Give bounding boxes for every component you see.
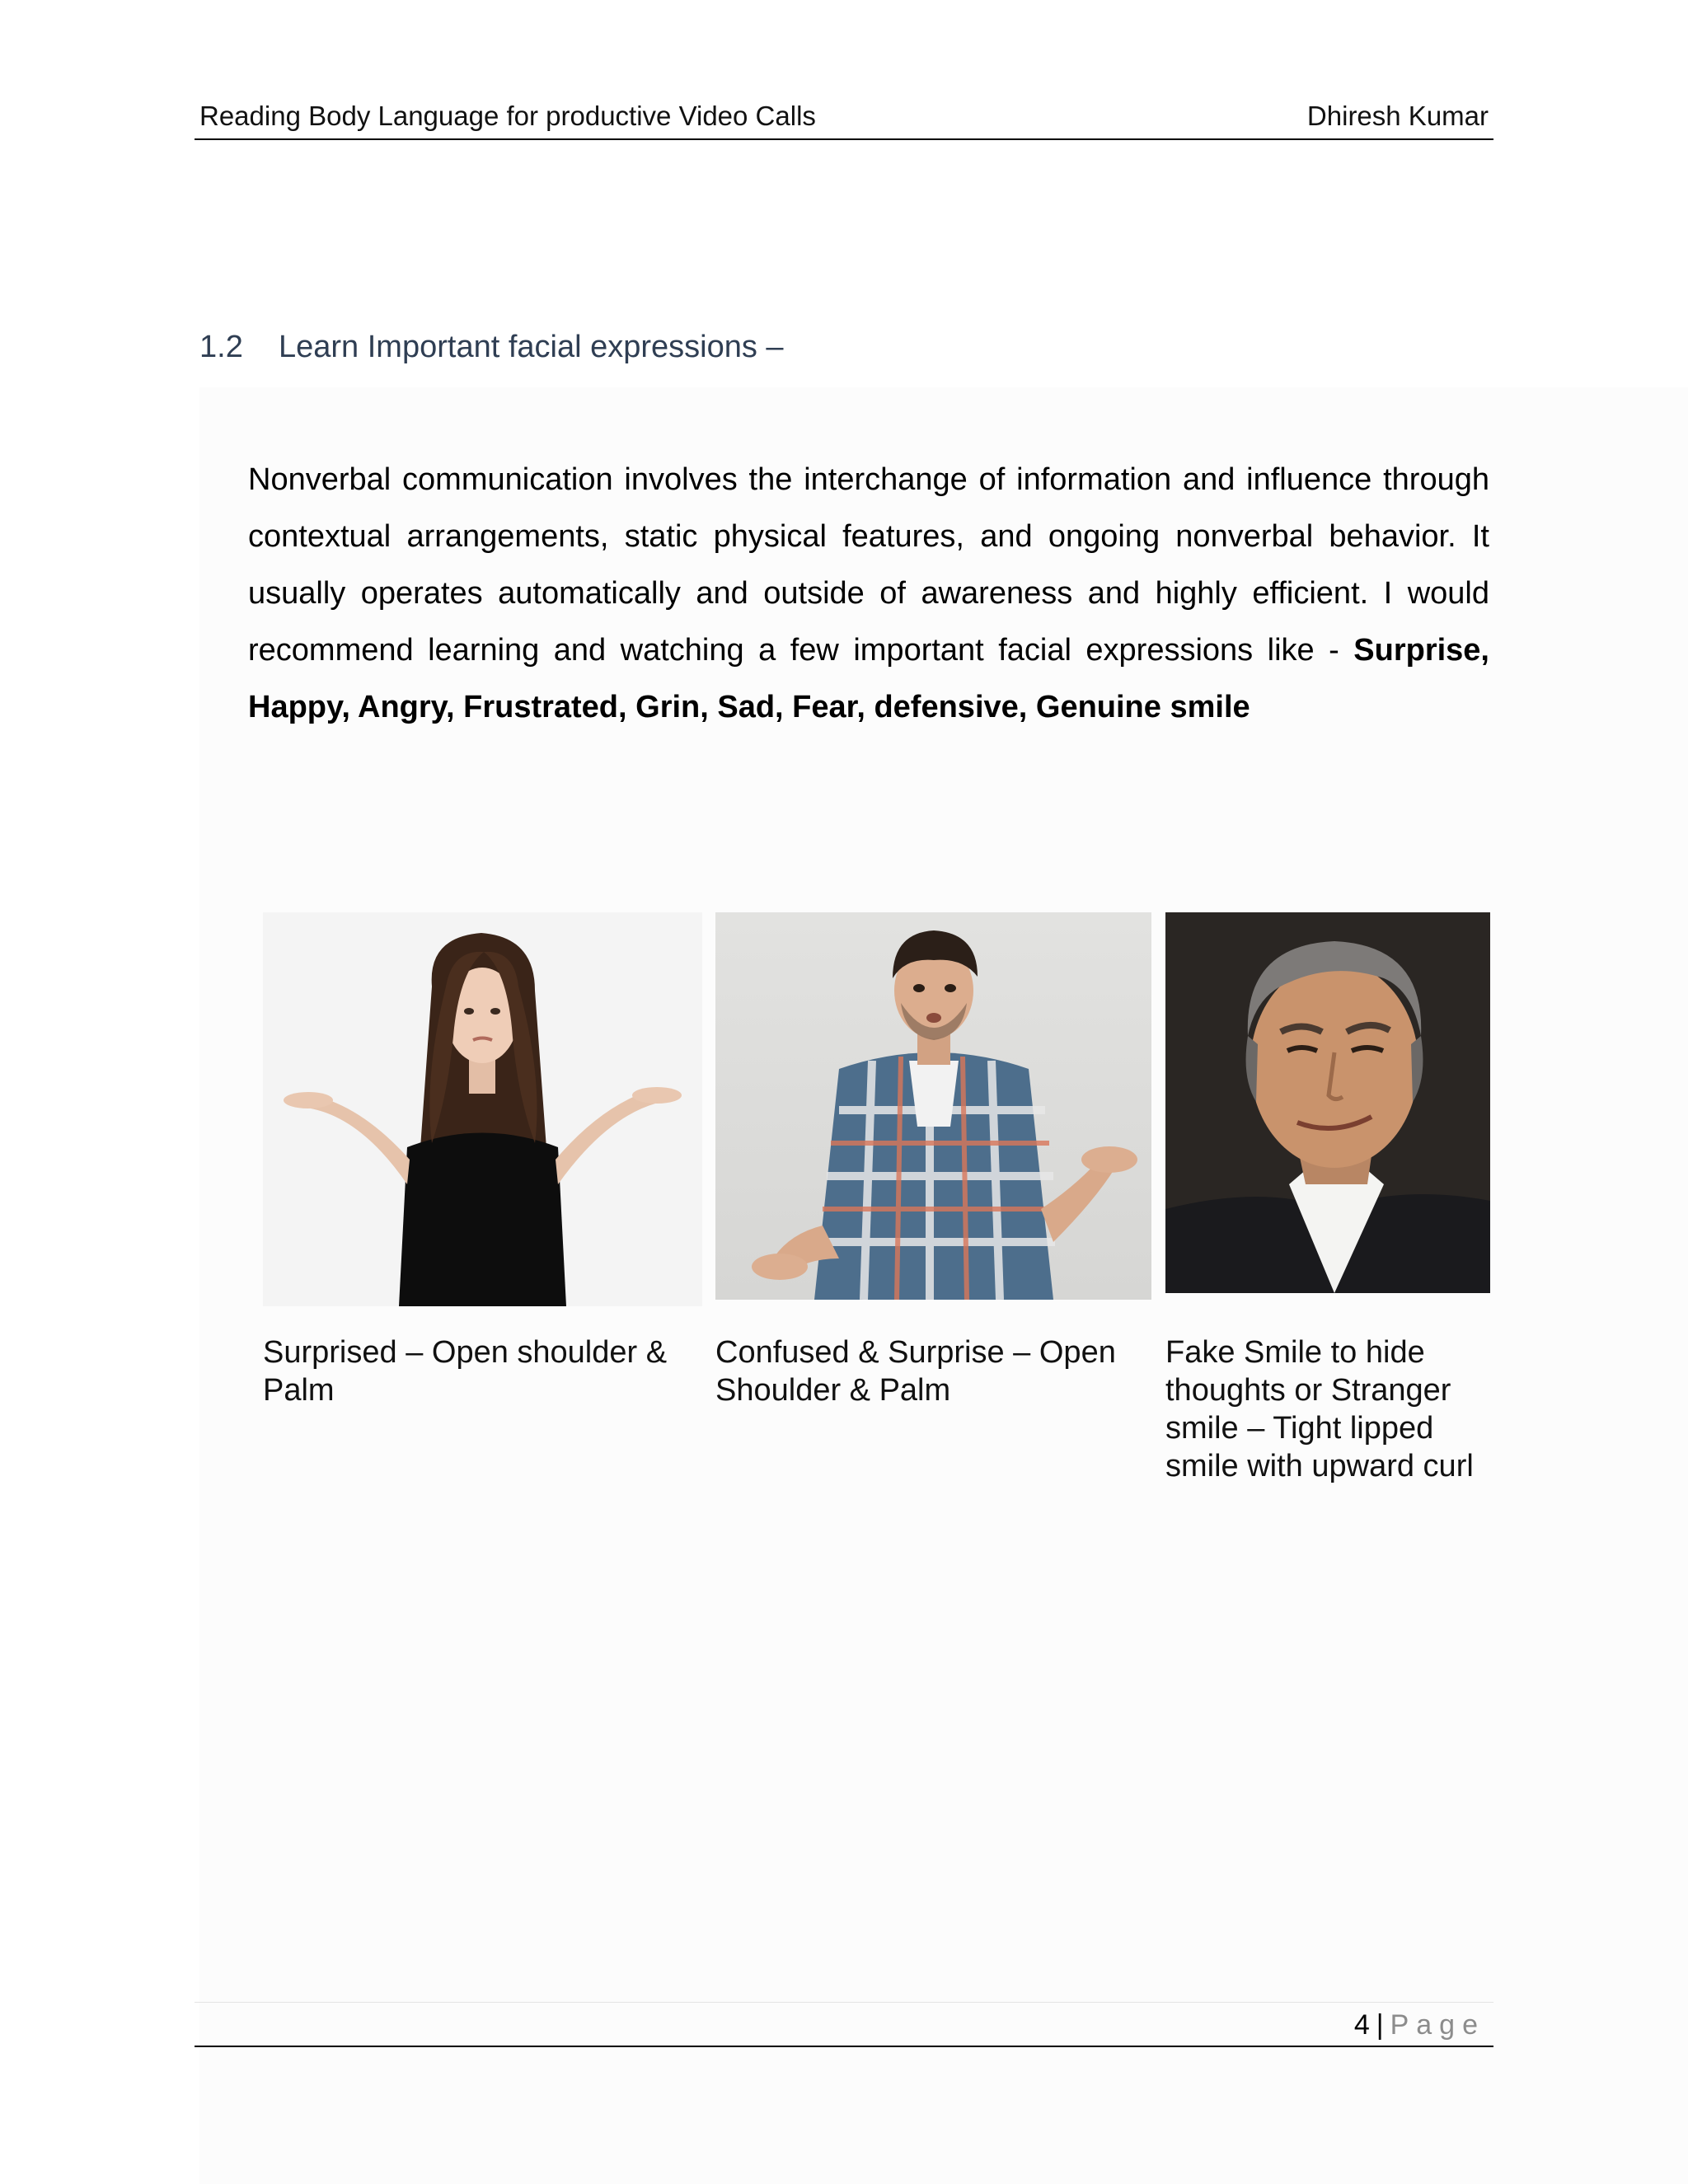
- header-document-title: Reading Body Language for productive Video Calls: [199, 101, 816, 131]
- header-author: Dhiresh Kumar: [1306, 101, 1489, 131]
- page-label: [1354, 2009, 1485, 2041]
- section-heading: [199, 330, 784, 365]
- page-header: [195, 97, 1493, 140]
- body-paragraph: [248, 452, 1489, 736]
- paragraph-text: Nonverbal communication involves the interchange of information and influence through contextual arrangements, static physical features, and ongoing nonverbal behavior. It usually operates automatically and outside of awareness and highly efficient. I would recommend learning and watching a few important facial expressions like -: [248, 462, 1489, 668]
- section-title: Learn Important facial expressions –: [279, 330, 784, 364]
- photo-fake-smile-man: [1165, 912, 1490, 1293]
- caption-fake-smile: Fake Smile to hide thoughts or Stranger smile – Tight lipped smile with upward curl: [1165, 1335, 1474, 1483]
- caption-confused: Confused & Surprise – Open Shoulder & Palm: [715, 1335, 1116, 1408]
- expression-list: Surprise, Happy, Angry, Frustrated, Grin, Sad, Fear, defensive, Genuine smile: [248, 633, 1489, 724]
- page-footer: [195, 2009, 1493, 2047]
- section-number: 1.2: [199, 330, 243, 364]
- page-word: Page: [1390, 2009, 1485, 2041]
- page-separator: |: [1376, 2009, 1384, 2041]
- caption-surprised: Surprised – Open shoulder & Palm: [263, 1335, 668, 1408]
- footer-divider: [195, 2002, 1493, 2003]
- page-number: 4: [1353, 2009, 1370, 2041]
- photo-surprised-woman: [263, 912, 702, 1306]
- photo-confused-man: [715, 912, 1151, 1300]
